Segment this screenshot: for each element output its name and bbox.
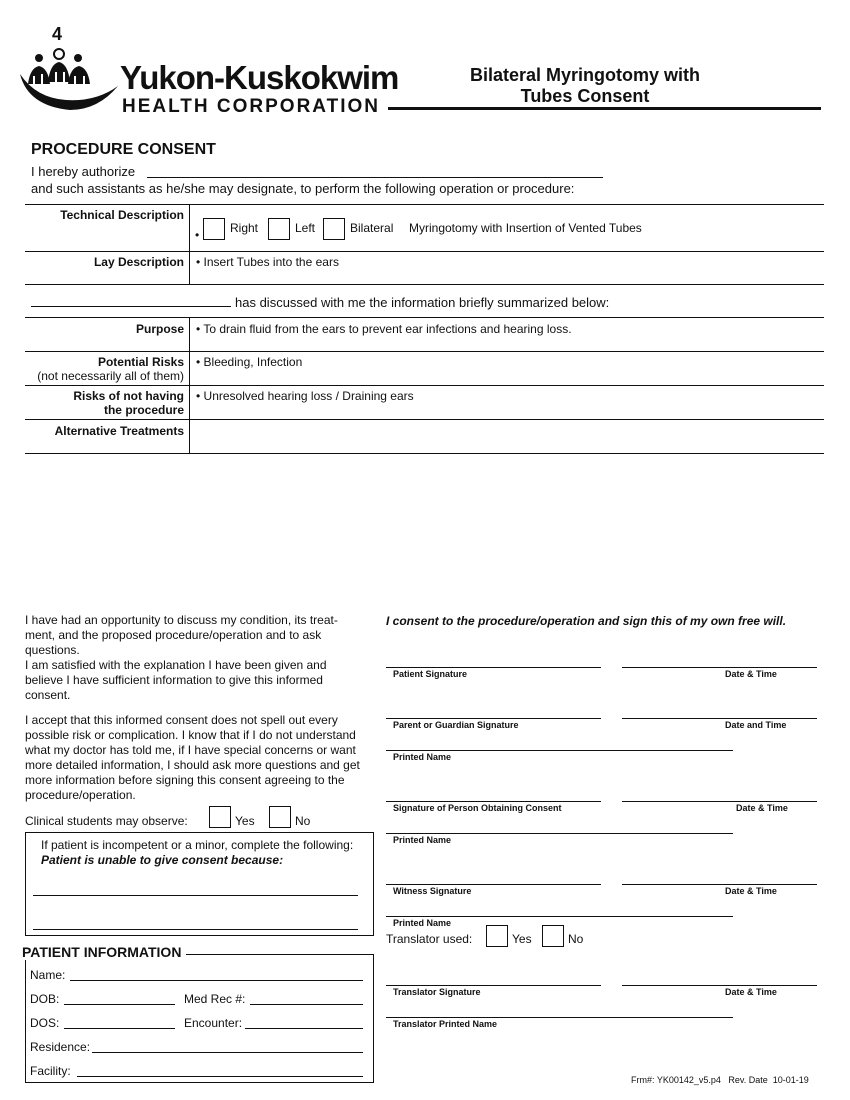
dos-field[interactable] bbox=[64, 1028, 175, 1029]
incompetent-reason-field-1[interactable] bbox=[33, 895, 358, 896]
patient-date-field[interactable] bbox=[622, 667, 817, 668]
left-option-label: Left bbox=[295, 221, 316, 235]
dob-field[interactable] bbox=[64, 1004, 175, 1005]
right-checkbox[interactable] bbox=[203, 218, 225, 240]
translator-yes-checkbox[interactable] bbox=[486, 925, 508, 947]
obtaining-signature-field[interactable] bbox=[386, 801, 601, 802]
alternative-treatments-label: Alternative Treatments bbox=[54, 424, 184, 438]
patient-name-label: Name: bbox=[30, 968, 66, 982]
translator-no-label: No bbox=[568, 932, 584, 946]
right-option-label: Right bbox=[230, 221, 259, 235]
witness-printed-name-label: Printed Name bbox=[393, 918, 452, 928]
header-rule bbox=[388, 107, 821, 110]
org-logo bbox=[18, 46, 118, 118]
section-title: PROCEDURE CONSENT bbox=[31, 141, 216, 158]
encounter-label: Encounter: bbox=[184, 1016, 243, 1030]
translator-printed-name-field[interactable] bbox=[386, 1017, 733, 1018]
witness-date-label: Date & Time bbox=[725, 886, 777, 896]
patient-info-title-rule bbox=[190, 952, 374, 953]
patient-name-field[interactable] bbox=[70, 980, 363, 981]
parent-date-field[interactable] bbox=[622, 718, 817, 719]
facility-field[interactable] bbox=[77, 1076, 363, 1077]
org-subtitle: HEALTH CORPORATION bbox=[122, 96, 381, 117]
medrec-label: Med Rec #: bbox=[184, 992, 246, 1006]
observe-yes-checkbox[interactable] bbox=[209, 806, 231, 828]
translator-signature-label: Translator Signature bbox=[393, 987, 481, 997]
observe-yes-label: Yes bbox=[235, 814, 255, 828]
consent-statement: I consent to the procedure/operation and sign this of my own free will. bbox=[386, 614, 787, 628]
dob-label: DOB: bbox=[30, 992, 60, 1006]
patient-signature-field[interactable] bbox=[386, 667, 601, 668]
potential-risks-label: Potential Risks bbox=[97, 355, 184, 369]
left-checkbox[interactable] bbox=[268, 218, 290, 240]
statement-satisfied: I am satisfied with the explanation I have been given and believe I have sufficient information to give this informed consent. bbox=[25, 658, 327, 702]
residence-label: Residence: bbox=[30, 1040, 91, 1054]
translator-yes-label: Yes bbox=[512, 932, 532, 946]
incompetent-line2: Patient is unable to give consent because: bbox=[41, 853, 284, 867]
witness-printed-name-field[interactable] bbox=[386, 916, 733, 917]
lay-description-label: Lay Description bbox=[93, 255, 184, 269]
translator-signature-field[interactable] bbox=[386, 985, 601, 986]
translator-date-field[interactable] bbox=[622, 985, 817, 986]
authorize-suffix: and such assistants as he/she may designate, to perform the following operation or procedure: bbox=[31, 181, 575, 196]
not-having-label-2: the procedure bbox=[103, 403, 184, 417]
table2-rule-2 bbox=[25, 385, 824, 386]
medrec-field[interactable] bbox=[250, 1004, 363, 1005]
table2-bottom-rule bbox=[25, 453, 824, 454]
not-having-text: • Unresolved hearing loss / Draining ears bbox=[196, 389, 414, 403]
technical-description-label: Technical Description bbox=[60, 208, 184, 222]
obtaining-printed-name-field[interactable] bbox=[386, 833, 733, 834]
incompetent-reason-field-2[interactable] bbox=[33, 929, 358, 930]
encounter-field[interactable] bbox=[245, 1028, 363, 1029]
potential-risks-text: • Bleeding, Infection bbox=[196, 355, 303, 369]
discussed-text: has discussed with me the information briefly summarized below: bbox=[235, 295, 610, 310]
parent-printed-name-label: Printed Name bbox=[393, 752, 452, 762]
authorize-field[interactable] bbox=[147, 177, 603, 178]
dos-label: DOS: bbox=[30, 1016, 60, 1030]
parent-date-label: Date and Time bbox=[725, 720, 787, 730]
witness-signature-field[interactable] bbox=[386, 884, 601, 885]
witness-signature-label: Witness Signature bbox=[393, 886, 472, 896]
observe-no-label: No bbox=[295, 814, 311, 828]
table1-mid-rule bbox=[25, 251, 824, 252]
technical-description-text: Myringotomy with Insertion of Vented Tubes bbox=[409, 221, 642, 235]
discussed-name-field[interactable] bbox=[31, 306, 231, 307]
parent-printed-name-field[interactable] bbox=[386, 750, 733, 751]
technical-bullet: • bbox=[195, 228, 200, 242]
patient-date-label: Date & Time bbox=[725, 669, 777, 679]
table1-divider bbox=[189, 204, 190, 285]
purpose-text: • To drain fluid from the ears to prevent ear infections and hearing loss. bbox=[196, 322, 572, 336]
obtaining-date-field[interactable] bbox=[622, 801, 817, 802]
not-having-label: Risks of not having bbox=[73, 389, 184, 403]
potential-risks-sublabel: (not necessarily all of them) bbox=[37, 369, 184, 383]
table1-bottom-rule bbox=[25, 284, 824, 285]
residence-field[interactable] bbox=[92, 1052, 363, 1053]
table2-top-rule bbox=[25, 317, 824, 318]
obtaining-signature-label: Signature of Person Obtaining Consent bbox=[393, 803, 562, 813]
translator-no-checkbox[interactable] bbox=[542, 925, 564, 947]
obtaining-printed-name-label: Printed Name bbox=[393, 835, 452, 845]
statement-accept: I accept that this informed consent does not spell out every possible risk or complication. I know that if I do not understand what my doctor has told me, if I have special concerns or want more detailed information, I should ask more questions and get more information before signing this consent agreeing to the procedure/operation. bbox=[25, 713, 360, 802]
page-number: 4 bbox=[52, 24, 63, 44]
bilateral-option-label: Bilateral bbox=[350, 221, 394, 235]
obtaining-date-label: Date & Time bbox=[736, 803, 788, 813]
org-name: Yukon-Kuskokwim bbox=[120, 59, 399, 96]
form-title-line2: Tubes Consent bbox=[520, 86, 650, 106]
patient-info-title: PATIENT INFORMATION bbox=[22, 944, 186, 960]
form-title-line1: Bilateral Myringotomy with bbox=[469, 65, 701, 85]
lay-description-text: • Insert Tubes into the ears bbox=[196, 255, 339, 269]
table1-top-rule bbox=[25, 204, 824, 205]
statement-discuss: I have had an opportunity to discuss my condition, its treat-ment, and the proposed procedure/operation and to ask questions. bbox=[25, 613, 338, 657]
purpose-label: Purpose bbox=[135, 322, 184, 336]
table2-rule-3 bbox=[25, 419, 824, 420]
form-footer: Frm#: YK00142_v5.p4 Rev. Date 10-01-19 bbox=[631, 1075, 809, 1085]
observe-label: Clinical students may observe: bbox=[25, 814, 188, 828]
translator-printed-name-label: Translator Printed Name bbox=[393, 1019, 498, 1029]
observe-no-checkbox[interactable] bbox=[269, 806, 291, 828]
patient-signature-label: Patient Signature bbox=[393, 669, 468, 679]
witness-date-field[interactable] bbox=[622, 884, 817, 885]
parent-signature-label: Parent or Guardian Signature bbox=[393, 720, 519, 730]
bilateral-checkbox[interactable] bbox=[323, 218, 345, 240]
authorize-prefix: I hereby authorize bbox=[31, 164, 136, 179]
translator-date-label: Date & Time bbox=[725, 987, 777, 997]
facility-label: Facility: bbox=[30, 1064, 71, 1078]
parent-signature-field[interactable] bbox=[386, 718, 601, 719]
translator-used-label: Translator used: bbox=[386, 932, 473, 946]
incompetent-line1: If patient is incompetent or a minor, complete the following: bbox=[41, 838, 354, 852]
table2-rule-1 bbox=[25, 351, 824, 352]
